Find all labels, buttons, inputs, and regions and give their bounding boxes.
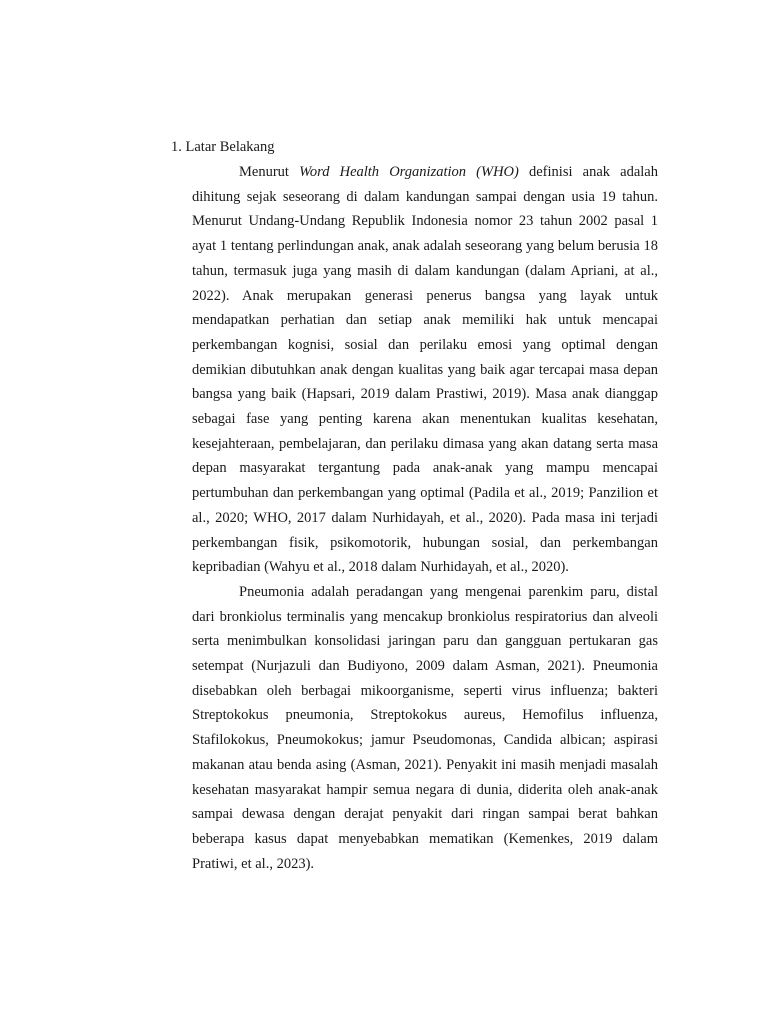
paragraph-text: definisi anak adalah dihitung sejak seseorang di dalam kandungan sampai dengan usia 19 tahun. Menurut Undang-Undang Republik Indonesia nomor 23 tahun 2002 pasal 1 ayat 1 tentang perlindungan anak, anak adalah seseorang yang belum berusia 18 tahun, termasuk juga yang masih di dalam kandungan (dalam Apriani, at al., 2022). Anak merupakan generasi penerus bangsa yang layak untuk mendapatkan perhatian dan setiap anak memiliki hak untuk mencapai perkembangan kognisi, sosial dan perilaku emosi yang optimal dengan demikian dibutuhkan anak dengan kualitas yang baik agar tercapai masa depan bangsa yang baik (Hapsari, 2019 dalam Prastiwi, 2019). Masa anak dianggap sebagai fase yang penting karena akan menentukan kualitas kesehatan, kesejahteraan, pembelajaran, dan perilaku dimasa yang akan datang serta masa depan masyarakat tergantung pada anak-anak yang mampu mencapai pertumbuhan dan perkembangan yang optimal (Padila et al., 2019; Panzilion et al., 2020; WHO, 2017 dalam Nurhidayah, et al., 2020). Pada masa ini terjadi perkembangan fisik, psikomotorik, hubungan sosial, dan perkembangan kepribadian (Wahyu et al., 2018 dalam Nurhidayah, et al., 2020).	[192, 164, 658, 576]
paragraph-lead: Menurut	[239, 164, 300, 180]
paragraph-text: Pneumonia adalah peradangan yang mengenai parenkim paru, distal dari bronkiolus terminalis yang mencakup bronkiolus respiratorius dan alveoli serta menimbulkan konsolidasi jaringan paru dan gangguan pertukaran gas setempat (Nurjazuli dan Budiyono, 2009 dalam Asman, 2021). Pneumonia disebabkan oleh berbagai mikoorganisme, seperti virus influenza; bakteri Streptokokus pneumonia, Streptokokus aureus, Hemofilus influenza, Stafilokokus, Pneumokokus; jamur Pseudomonas, Candida albican; aspirasi makanan atau benda asing (Asman, 2021). Penyakit ini masih menjadi masalah kesehatan masyarakat hampir semua negara di dunia, diderita oleh anak-anak sampai dewasa dengan derajat penyakit dari ringan sampai berat bahkan beberapa kasus dapat menyebabkan mematikan (Kemenkes, 2019 dalam Pratiwi, et al., 2023).	[192, 583, 658, 872]
section-heading: 1. Latar Belakang	[171, 139, 275, 155]
paragraph-who-definition	[192, 160, 658, 580]
who-term: Word Health Organization (WHO)	[299, 164, 519, 180]
body-text	[192, 160, 658, 876]
paragraph-pneumonia	[192, 580, 658, 876]
